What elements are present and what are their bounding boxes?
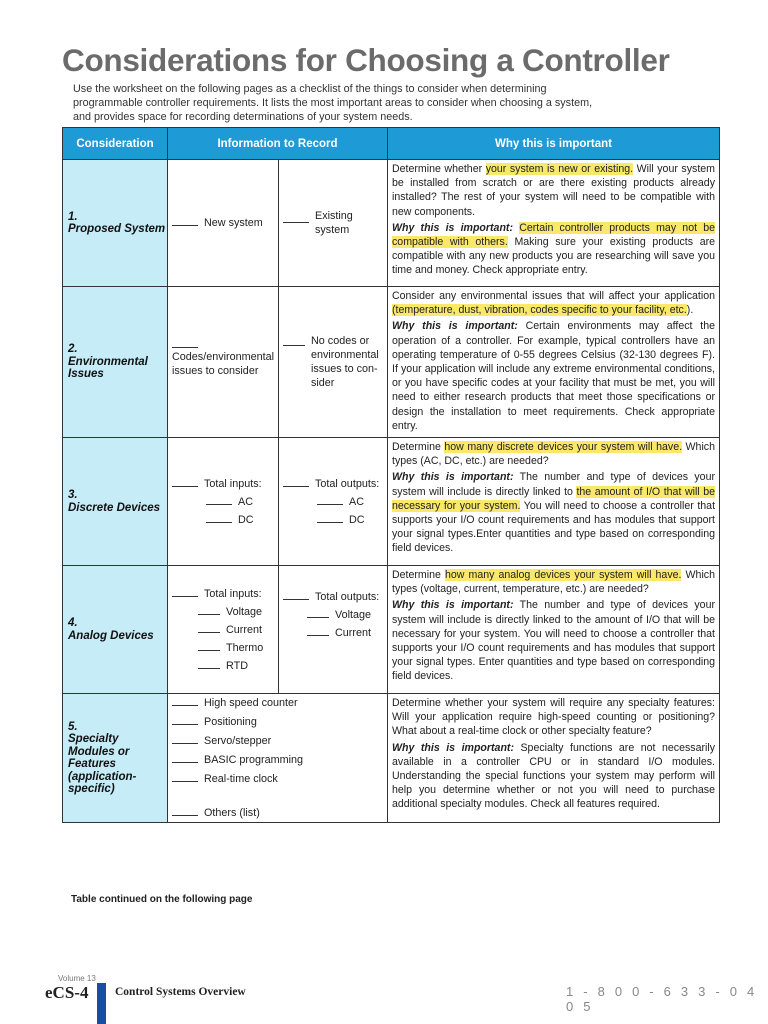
table-row [63, 287, 720, 438]
table-header-row [63, 128, 720, 160]
row-number: 4. [68, 617, 78, 630]
row-label [63, 438, 168, 566]
info-right [279, 566, 388, 694]
row-title: Analog Devices [68, 629, 154, 642]
why-cell: Determine how many analog devices your system will have. Which types (voltage, current, temperature, etc.) are needed? Why this is important: The number and type of devices your system will include is directly linked to the amount of I/O that will be necessary for your system. You will need to choose a controller that supports your I/O count requirements and has modules that support your signal types. Enter quantities and type based on corresponding field devices. [388, 566, 720, 694]
checkbox-existing-system[interactable]: Existing system [283, 209, 387, 237]
why-cell: Consider any environmental issues that will affect your application (temperature, dust, vibration, codes specific to your facility, etc.). Why this is important: Certain environments may affect the operation of a controller. For example, typical controllers have an operating temperature of 0-55 degrees Celsius (32-130 degrees F). If your application will include any extreme environmental conditions, or you have specific codes at your facility that must be met, you will need to either research products that meet those specifications or design the installation to meet requirements. Check appropriate entry. [388, 287, 720, 438]
checkbox-new-system[interactable]: New system [172, 216, 278, 230]
row-number: 3. [68, 489, 78, 502]
field-outputs-ac[interactable]: AC [283, 495, 387, 509]
checkbox-servo-stepper[interactable]: Servo/stepper [172, 734, 387, 748]
row-label [63, 694, 168, 823]
row-number: 1. [68, 210, 78, 223]
field-total-inputs[interactable]: Total inputs: [172, 477, 278, 491]
field-total-outputs[interactable]: Total outputs: [283, 590, 387, 604]
row-title: Proposed System [68, 223, 166, 235]
field-total-inputs[interactable]: Total inputs: [172, 587, 278, 601]
field-outputs-dc[interactable]: DC [283, 513, 387, 527]
info-left [168, 160, 279, 287]
checkbox-others[interactable]: Others (list) [172, 806, 387, 820]
header-consideration: Consideration [63, 128, 168, 160]
field-inputs-rtd[interactable]: RTD [172, 659, 278, 673]
info-right [279, 160, 388, 287]
intro-paragraph: Use the worksheet on the following pages as a checklist of the things to consider when determining programmable controller requirements. It lists the most important areas to consider when choosing a system, and provides space for recording determinations of your system needs. [73, 83, 593, 123]
header-why: Why this is important [388, 128, 720, 160]
field-inputs-voltage[interactable]: Voltage [172, 605, 278, 619]
table-row [63, 160, 720, 287]
page-number: eCS-4 [45, 983, 89, 1002]
continued-note: Table continued on the following page [71, 894, 253, 905]
phone-number: 1 - 8 0 0 - 6 3 3 - 0 4 0 5 [566, 984, 758, 1014]
section-title: Control Systems Overview [115, 986, 246, 998]
row-title: Discrete Devices [68, 501, 161, 514]
page-title: Considerations for Choosing a Controller [62, 42, 670, 78]
field-inputs-thermo[interactable]: Thermo [172, 641, 278, 655]
field-outputs-voltage[interactable]: Voltage [283, 608, 387, 622]
checkbox-real-time-clock[interactable]: Real-time clock [172, 772, 387, 786]
row-title: Specialty Modules or Features (application-specific) [68, 733, 137, 796]
field-inputs-ac[interactable]: AC [172, 495, 278, 509]
field-inputs-current[interactable]: Current [172, 623, 278, 637]
volume-label: Volume 13 [58, 974, 96, 983]
row-number: 5. [68, 720, 78, 733]
field-inputs-dc[interactable]: DC [172, 513, 278, 527]
checkbox-no-codes[interactable]: No codes or environmental issues to con- sider [279, 287, 388, 438]
field-total-outputs[interactable]: Total outputs: [283, 477, 387, 491]
checkbox-codes-environmental[interactable]: Codes/environmental issues to consider [168, 287, 279, 438]
row-number: 2. [68, 343, 78, 356]
table-row [63, 438, 720, 566]
info-left [168, 438, 279, 566]
table-row [63, 694, 720, 823]
row-label [63, 287, 168, 438]
checkbox-positioning[interactable]: Positioning [172, 715, 387, 729]
checkbox-high-speed-counter[interactable]: High speed counter [172, 696, 387, 710]
header-information: Information to Record [168, 128, 388, 160]
row-title: Environmental Issues [68, 355, 148, 381]
why-cell: Determine whether your system is new or existing. Will your system be installed from scratch or are there existing products already installed? The rest of your system will need to be compatible with new components. Why this is important: Certain controller products may not be compatible with others. Making sure your existing products are compatible with any new products you are researching will save you time and money. Check appropriate entry. [388, 160, 720, 287]
why-cell: Determine whether your system will require any specialty features: Will your application require high-speed counting or positioning? What about a real-time clock or other specialty feature? Why this is important: Specialty functions are not necessarily available in a controller CPU or in standard I/O modules. Understanding the special functions your system may perform will help you determine whether or not you will need to purchase additional specialty modules. Check all features required. [388, 694, 720, 823]
field-outputs-current[interactable]: Current [283, 626, 387, 640]
row-label [63, 566, 168, 694]
info-left [168, 566, 279, 694]
checkbox-basic-programming[interactable]: BASIC programming [172, 753, 387, 767]
row-label [63, 160, 168, 287]
footer-bar [97, 983, 106, 1024]
why-cell: Determine how many discrete devices your system will have. Which types (AC, DC, etc.) are needed? Why this is important: The number and type of devices your system will include is directly linked to the amount of I/O that will be necessary for your system. You will need to choose a controller that supports your I/O count requirements and has modules that support your signal types.Enter quantities and type based on corresponding field devices. [388, 438, 720, 566]
info-right [279, 438, 388, 566]
considerations-table [62, 127, 720, 823]
table-row [63, 566, 720, 694]
info-features [168, 694, 388, 823]
